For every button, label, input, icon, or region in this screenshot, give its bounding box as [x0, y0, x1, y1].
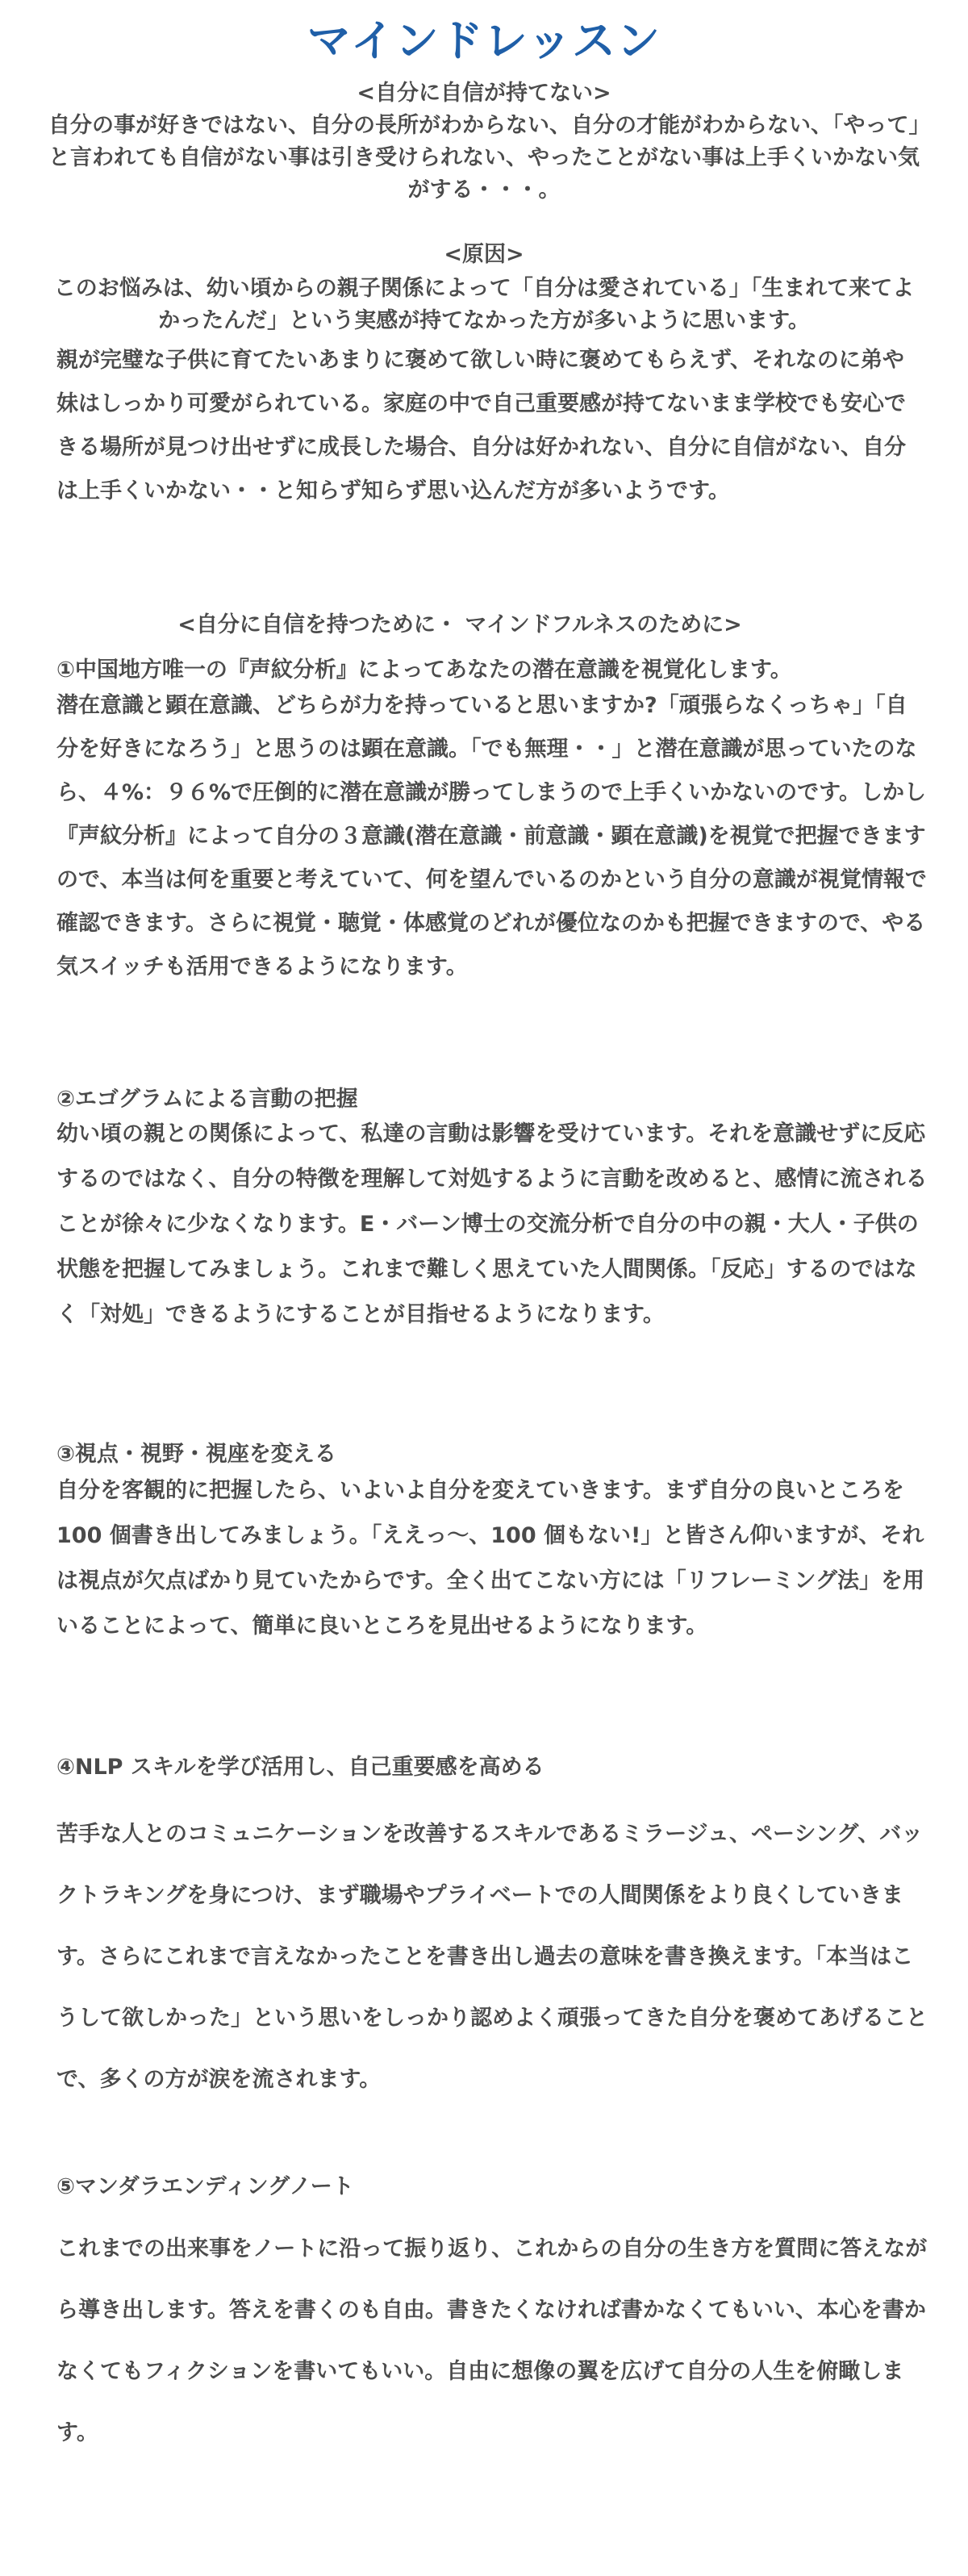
page-title: マインドレッスン	[307, 15, 661, 66]
section-heading-4: ④NLP スキルを学び活用し、自己重要感を高める	[56, 1755, 544, 1780]
section-body-3: 自分を客観的に把握したら、いよいよ自分を変えていきます。まず自分の良いところを 100 個書き出してみましょう。「ええっ～、100 個もない!」と皆さん仰いますが、それは視点が欠点ばかり見ていたからです。全く出てこない方には「リフレーミング法」を用いることによって、簡単に良いところを見出せるようになります。	[56, 1478, 924, 1639]
cause-body: 親が完璧な子供に育てたいあまりに褒めて欲しい時に褒めてもらえず、それなのに弟や妹はしっかり可愛がられている。家庭の中で自己重要感が持てないまま学校でも安心できる場所が見つけ出せずに成長した場合、自分は好かれない、自分に自信がない、自分は上手くいかない・・と知らず知らず思い込んだ方が多いようです。	[56, 348, 906, 503]
section-heading-3: ③視点・視野・視座を変える	[56, 1442, 336, 1467]
cause-heading: <原因>	[444, 242, 524, 267]
mindfulness-heading: <自分に自信を持つために・ マインドフルネスのために>	[177, 612, 742, 637]
section-heading-2: ②エゴグラムによる言動の把握	[56, 1087, 358, 1112]
intro-body: 自分の事が好きではない、自分の長所がわからない、自分の才能がわからない、「やって」と言われても自信がない事は引き受けられない、やったことがない事は上手くいかない気がする・・・。	[48, 113, 920, 202]
intro-heading: <自分に自信が持てない>	[357, 81, 611, 106]
section-heading-5: ⑤マンダラエンディングノート	[56, 2174, 354, 2199]
section-body-4: 苦手な人とのコミュニケーションを改善するスキルであるミラージュ、ペーシング、バックトラキングを身につけ、まず職場やプライベートでの人間関係をより良くしていきます。さらにこれまで言えなかったことを書き出し過去の意味を書き換えます。「本当はこうして欲しかった」という思いをしっかり認めよく頑張ってきた自分を褒めてあげることで、多くの方が涙を流されます。	[56, 1822, 928, 2092]
section-heading-1: ①中国地方唯一の『声紋分析』によってあなたの潜在意識を視覚化します。	[56, 658, 792, 683]
section-body-1: 潜在意識と顕在意識、どちらが力を持っていると思いますか?「頑張らなくっちゃ」「自分を好きになろう」と思うのは顕在意識。「でも無理・・」と潜在意識が思っていたのなら、４%：９６%で圧倒的に潜在意識が勝ってしまうので上手くいかないのです。しかし『声紋分析』によって自分の３意識(潜在意識・前意識・顕在意識)を視覚で把握できますので、本当は何を重要と考えていて、何を望んでいるのかという自分の意識が視覚情報で確認できます。さらに視覚・聴覚・体感覚のどれが優位なのかも把握できますので、やる気スイッチも活用できるようになります。	[56, 693, 927, 979]
section-body-5: これまでの出来事をノートに沿って振り返り、これからの自分の生き方を質問に答えながら導き出します。答えを書くのも自由。書きたくなければ書かなくてもいい、本心を書かなくてもフィクションを書いてもいい。自由に想像の翼を広げて自分の人生を俯瞰します。	[56, 2236, 928, 2445]
section-body-2: 幼い頃の親との関係によって、私達の言動は影響を受けています。それを意識せずに反応するのではなく、自分の特徴を理解して対処するように言動を改めると、感情に流されることが徐々に少なくなります。E・バーン博士の交流分析で自分の中の親・大人・子供の状態を把握してみましょう。これまで難しく思えていた人間関係。「反応」するのではなく「対処」できるようにすることが目指せるようになります。	[56, 1121, 928, 1327]
cause-body-centered: このお悩みは、幼い頃からの親子関係によって「自分は愛されている」「生まれて来てよかったんだ」という実感が持てなかった方が多いように思います。	[53, 276, 915, 333]
